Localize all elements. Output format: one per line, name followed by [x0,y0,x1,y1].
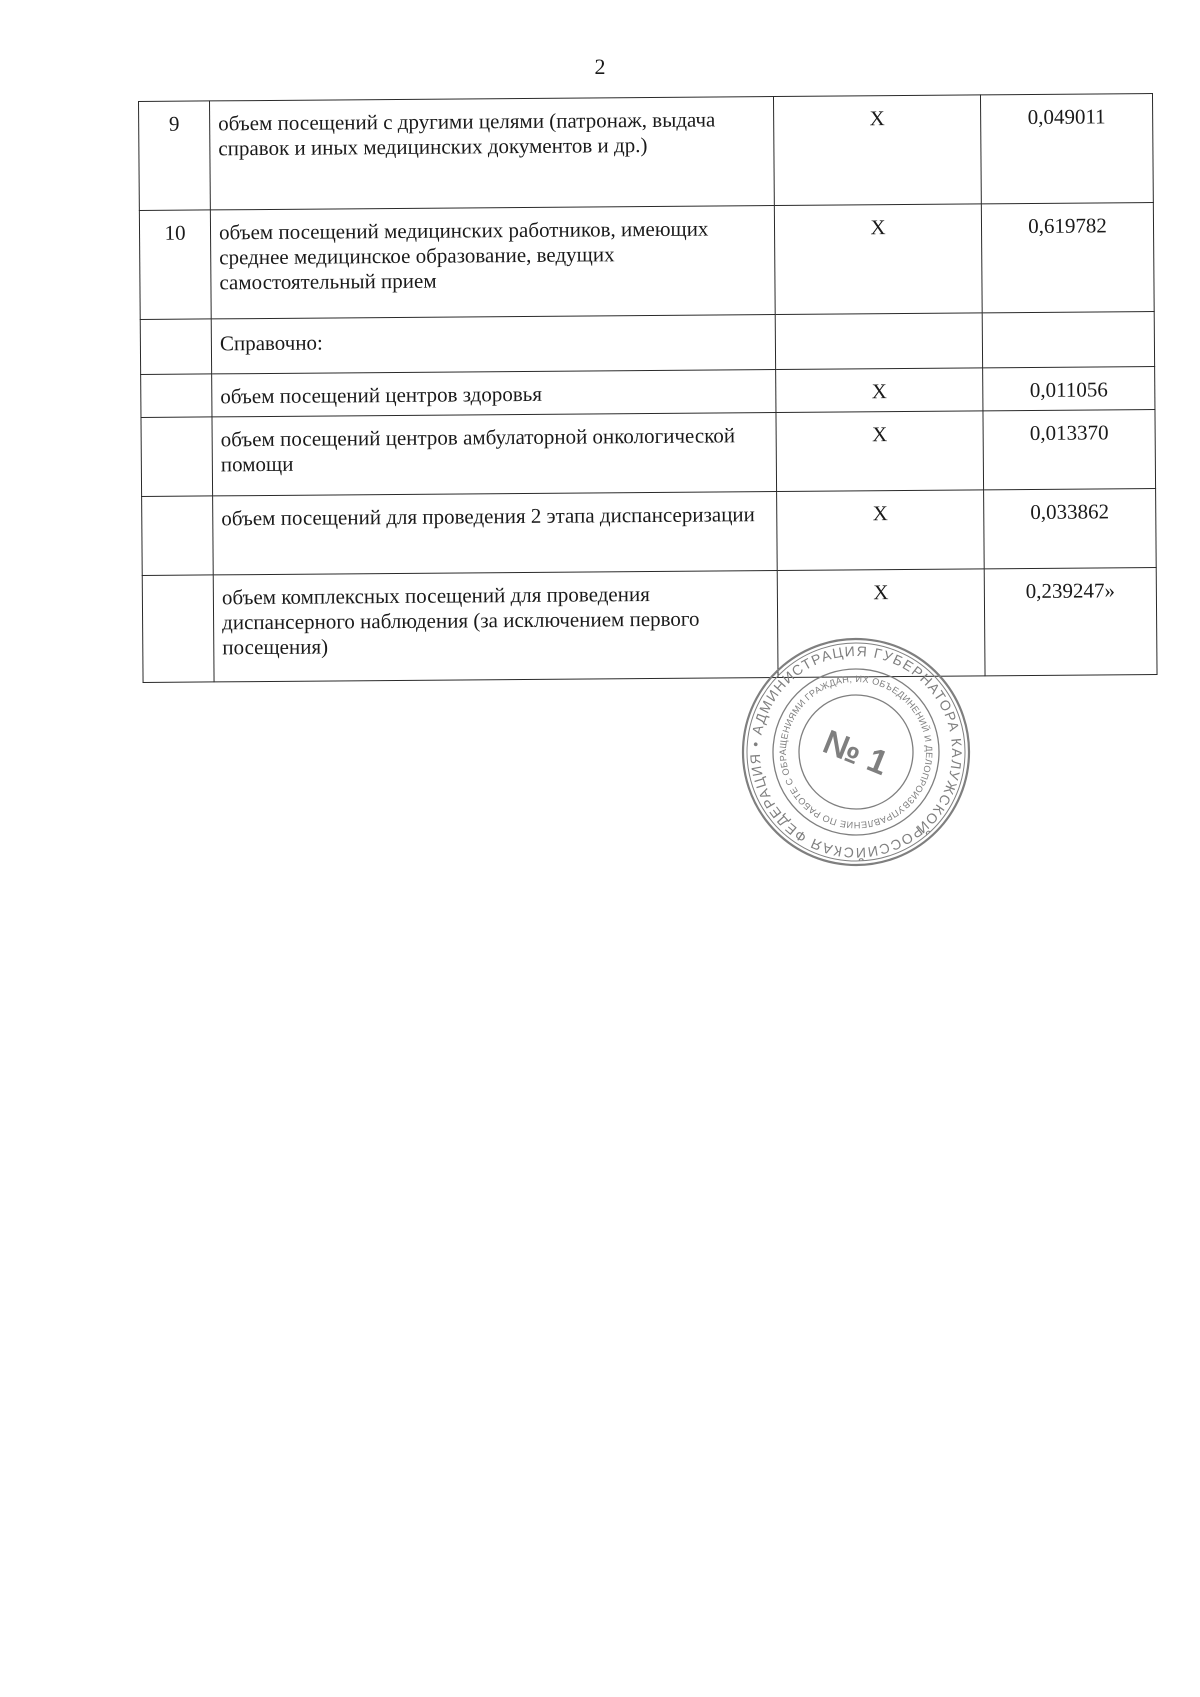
table-row [141,410,1156,497]
seal-icon [740,636,972,868]
page-number: 2 [594,54,606,79]
row-name: объем посещений с другими целями (патронаж, выдача справок и иных медицинских документов и др.) [210,97,775,210]
row-value [982,312,1154,368]
row-value: 0,239247» [984,568,1157,676]
row-value: 0,033862 [984,489,1157,569]
seal-number: № 1 [817,722,894,783]
row-value: 0,619782 [981,203,1154,313]
row-mark [775,313,982,370]
row-number: 10 [139,210,211,320]
row-value: 0,049011 [980,94,1153,204]
row-name: объем посещений центров здоровья [212,370,776,417]
row-number [140,319,211,375]
table-row [142,568,1157,683]
row-name: объем посещений медицинских работников, имеющих среднее медицинское образование, ведущих самостоятельный прием [210,206,775,319]
row-mark: X [773,95,981,206]
table-row [142,489,1157,576]
row-mark: X [776,368,983,413]
indicator-table [138,93,1158,683]
row-number [141,417,213,497]
row-mark: X [774,204,982,315]
row-name: объем посещений центров амбулаторной онкологической помощи [212,412,777,495]
row-number [141,374,212,418]
row-name: объем комплексных посещений для проведения диспансерного наблюдения (за исключением первого посещения) [213,570,778,681]
table-row [139,94,1154,211]
official-seal [740,636,972,868]
table-row [140,312,1154,375]
seal-outer-text: РОССИЙСКАЯ ФЕДЕРАЦИЯ • АДМИНИСТРАЦИЯ ГУБЕРНАТОРА КАЛУЖСКОЙ [746,642,966,862]
row-mark: X [776,411,984,492]
row-number [142,575,214,683]
row-name: объем посещений для проведения 2 этапа диспансеризации [213,491,778,574]
row-number [142,496,214,576]
row-number: 9 [139,101,211,211]
row-mark: X [777,490,985,571]
row-value: 0,013370 [983,410,1156,490]
row-value: 0,011056 [983,367,1155,411]
table-row [139,203,1154,320]
row-mark: X [777,569,985,678]
row-name: Справочно: [211,315,775,374]
seal-inner-text: УПРАВЛЕНИЕ ПО РАБОТЕ С ОБРАЩЕНИЯМИ ГРАЖДАН, ИХ ОБЪЕДИНЕНИЙ И ДЕЛОПРОИЗВОДСТВУ [777,673,935,831]
